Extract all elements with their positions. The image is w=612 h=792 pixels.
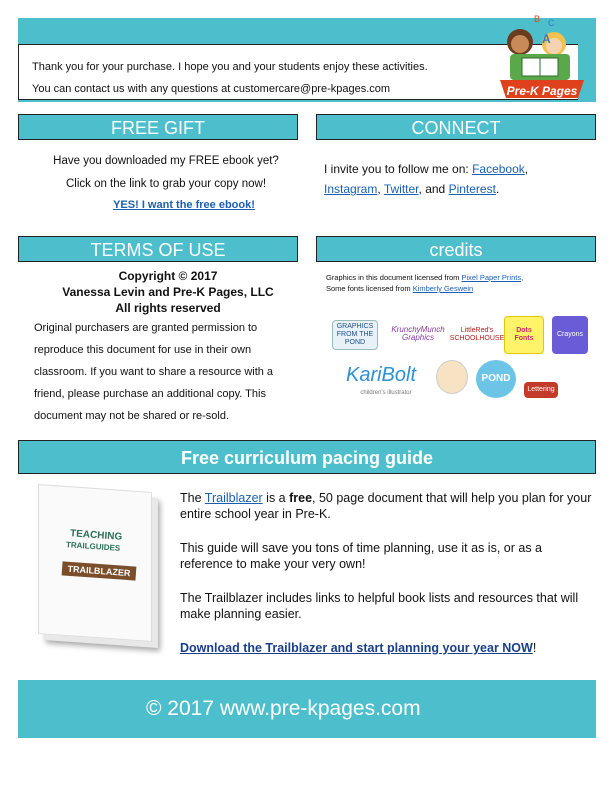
terms-header [18, 236, 298, 262]
kids-artwork-logo [436, 360, 468, 394]
crayons-logo[interactable]: Crayons [552, 316, 588, 354]
pacing-p1-bold: free [289, 491, 313, 505]
download-trailblazer-link[interactable]: Download the Trailblazer and start planning your year NOW [180, 641, 533, 655]
trailblazer-link[interactable]: Trailblazer [204, 491, 263, 505]
connect-intro: I invite you to follow me on: [324, 162, 473, 176]
connect-comma-2: , [377, 182, 381, 196]
credits-line2 [326, 284, 596, 294]
credits-line1-suffix: , [521, 273, 524, 282]
graphics-from-the-pond-logo[interactable]: GRAPHICS FROM THE POND [332, 320, 378, 350]
instagram-link[interactable]: Instagram [324, 182, 378, 196]
pacing-header [18, 440, 596, 474]
pre-k-pages-logo[interactable] [492, 14, 592, 104]
book-title-mid: TRAILGUIDES [65, 540, 121, 553]
terms-p2: reproduce this document for use in their own [34, 344, 252, 356]
facebook-link[interactable]: Facebook [472, 162, 525, 176]
free-gift-instruction: Click on the link to grab your copy now! [65, 178, 267, 190]
free-ebook-link[interactable]: YES! I want the free ebook! [113, 199, 255, 211]
pacing-cta-line [180, 640, 594, 656]
connect-line1 [324, 162, 594, 176]
book-title-top: TEACHING [69, 528, 123, 543]
terms-p4: friend, please purchase an additional copy. This [34, 388, 266, 400]
pacing-p2: This guide will save you tons of time planning, use it as is, or as a reference to make your very own! [180, 541, 542, 571]
logo-letter-a: A [542, 32, 551, 46]
twitter-link[interactable]: Twitter [383, 182, 419, 196]
connect-header [316, 114, 596, 140]
connect-panel [316, 114, 596, 204]
credits-line1-prefix: Graphics in this document licensed from [326, 273, 462, 282]
lettering-logo[interactable]: Lettering [524, 382, 558, 398]
terms-title: TERMS OF USE [90, 240, 226, 260]
credits-panel [316, 236, 596, 416]
pacing-p1-prefix: The [180, 491, 205, 505]
pacing-p1-suffix: , 50 page document that will help you plan for your entire school year in Pre-K. [180, 491, 592, 521]
free-gift-title: FREE GIFT [111, 118, 205, 138]
littlereds-schoolhouse-logo[interactable]: LittleRed's SCHOOLHOUSE [449, 327, 505, 342]
trailblazer-book-cover[interactable] [34, 486, 162, 646]
terms-copyright: Copyright © 2017 [118, 269, 218, 283]
connect-comma-3: , [418, 182, 422, 196]
footer-text: © 2017 www.pre-kpages.com [146, 697, 421, 720]
terms-owner: Vanessa Levin and Pre-K Pages, LLC [62, 285, 274, 299]
pacing-p1-mid: is a [262, 491, 290, 505]
pacing-cta-end: ! [532, 641, 537, 655]
krunchymunch-logo[interactable]: KrunchyMunch Graphics [391, 325, 445, 342]
credits-header [316, 236, 596, 262]
connect-comma: , [524, 162, 529, 176]
header-thanks: Thank you for your purchase. I hope you and your students enjoy these activities. [32, 61, 428, 73]
credits-line1 [326, 273, 596, 283]
header-contact: You can contact us with any questions at customercare@pre-kpages.com [32, 83, 391, 95]
logo-letter-b: B [534, 14, 541, 24]
free-gift-question: Have you downloaded my FREE ebook yet? [53, 155, 279, 167]
terms-rights: All rights reserved [115, 301, 221, 315]
logo-text: Pre-K Pages [506, 84, 578, 98]
connect-line2 [324, 182, 594, 196]
terms-p1: Original purchasers are granted permission to [34, 322, 258, 334]
pixel-paper-prints-link[interactable]: Pixel Paper Prints [461, 273, 522, 282]
connect-and: and [425, 182, 446, 196]
karibolt-tagline: children's illustrator [360, 390, 412, 396]
pacing-text [180, 490, 594, 656]
terms-p3: classroom. If you want to share a resource with a [34, 366, 274, 378]
pacing-title: Free curriculum pacing guide [180, 448, 434, 468]
pinterest-link[interactable]: Pinterest [448, 182, 496, 196]
book-banner: TRAILBLAZER [62, 561, 137, 580]
karibolt-logo[interactable]: KariBolt [345, 364, 417, 386]
credits-title: credits [429, 240, 483, 260]
logo-letter-c: C [548, 18, 555, 28]
free-gift-header [18, 114, 298, 140]
pond-logo[interactable]: POND [476, 360, 516, 398]
connect-period: . [495, 182, 500, 196]
credits-line2-prefix: Some fonts licensed from [326, 284, 413, 293]
pacing-p1 [180, 490, 594, 522]
footer-band [18, 680, 596, 738]
dots-fonts-logo[interactable]: Dots Fonts [504, 316, 544, 354]
pacing-p3: The Trailblazer includes links to helpful book lists and resources that will make planning easier. [180, 591, 579, 621]
free-gift-panel [18, 114, 298, 214]
kimberly-geswein-link[interactable]: Kimberly Geswein [412, 284, 474, 293]
terms-p5: document may not be shared or re-sold. [34, 410, 230, 422]
connect-title: CONNECT [411, 118, 501, 138]
terms-panel [18, 236, 298, 426]
